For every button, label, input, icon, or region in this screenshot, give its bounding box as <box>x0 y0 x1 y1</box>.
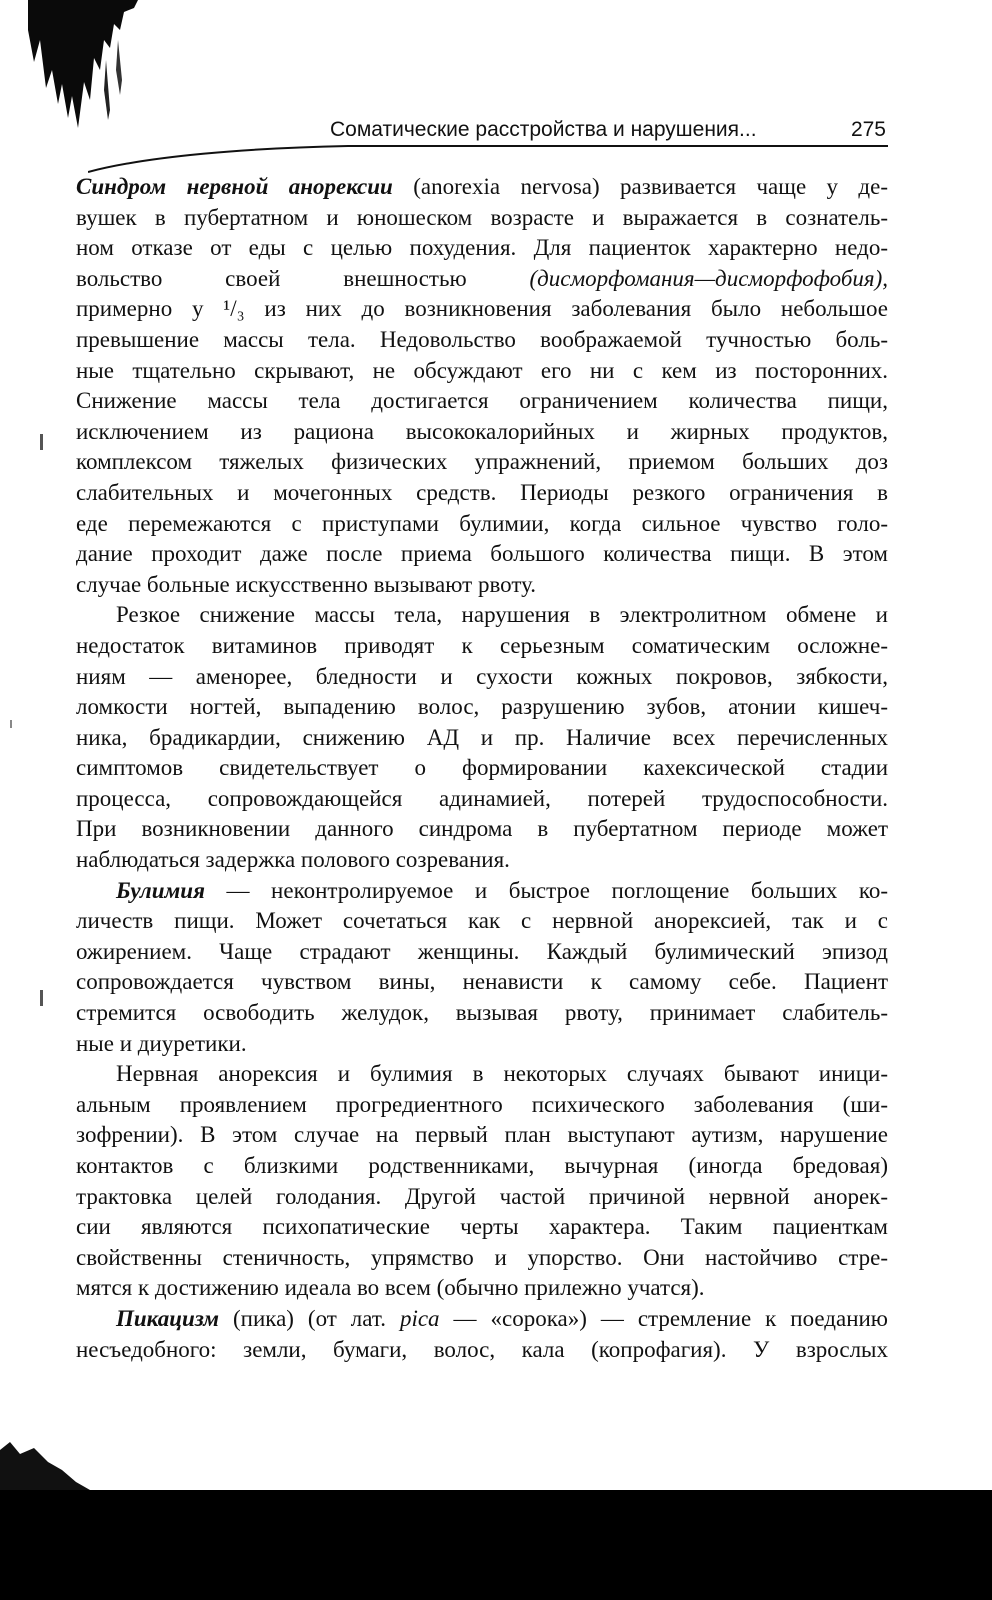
text-run: мятся к достижению идеала во всем (обычно прилежно учатся). <box>76 1275 705 1301</box>
text-line <box>76 539 888 570</box>
text-run: сопровождается чувством вины, ненависти к самому себе. Пациент <box>76 969 888 995</box>
text-line <box>76 723 888 754</box>
text-line <box>76 447 888 478</box>
paragraph <box>76 876 888 1060</box>
text-line <box>76 386 888 417</box>
text-line <box>76 1182 888 1213</box>
text-run: стремится освободить желудок, вызывая рвоту, принимает слабитель- <box>76 1000 888 1026</box>
text-line <box>76 1304 888 1335</box>
text-run: ожирением. Чаще страдают женщины. Каждый булимический эпизод <box>76 938 888 964</box>
text-run: трактовка целей голодания. Другой частой причиной нервной анорек- <box>76 1183 888 1209</box>
text-run: ниям — аменорее, бледности и сухости кожных покровов, зябкости, <box>76 663 888 689</box>
text-run: ломкости ногтей, выпадению волос, разрушению зубов, атонии кишеч- <box>76 694 888 720</box>
italic-text: (дисморфомания—дисморфофобия), <box>529 265 888 291</box>
text-run: недостаток витаминов приводят к серьезным соматическим осложне- <box>76 632 888 658</box>
scan-blot-top <box>28 0 138 130</box>
text-run: зофрении). В этом случае на первый план выступают аутизм, нарушение <box>76 1122 888 1148</box>
text-line <box>76 1335 888 1366</box>
text-line <box>76 662 888 693</box>
text-run: исключением из рациона высококалорийных и жирных продуктов, <box>76 418 888 444</box>
text-line <box>76 814 888 845</box>
text-line <box>76 294 888 325</box>
text-run: (anorexia nervosa) развивается чаще у де- <box>392 174 888 199</box>
text-run: Резкое снижение массы тела, нарушения в электролитном обмене и <box>116 602 888 628</box>
text-line <box>76 600 888 631</box>
text-run: случае больные искусственно вызывают рвоту. <box>76 571 537 597</box>
paragraph <box>76 600 888 875</box>
body-text <box>76 172 888 1365</box>
text-run: Снижение массы тела достигается ограничением количества пищи, <box>76 388 888 414</box>
term-heading: Булимия <box>116 877 205 903</box>
text-run: слабительных и мочегонных средств. Периоды резкого ограничения в <box>76 479 888 505</box>
text-run: контактов с близкими родственниками, вычурная (иногда бредовая) <box>76 1153 888 1178</box>
text-line <box>76 1212 888 1243</box>
text-run: симптомов свидетельствует о формировании кахексической стадии <box>76 755 888 781</box>
text-run: несъедобного: земли, бумаги, волос, кала (копрофагия). У взрослых <box>76 1336 888 1362</box>
text-run: При возникновении данного синдрома в пубертатном периоде может <box>76 816 888 842</box>
text-line <box>76 1120 888 1151</box>
scan-dark-band <box>0 1490 992 1600</box>
paragraph <box>76 1059 888 1304</box>
term-heading: Синдром нервной анорексии <box>76 174 393 199</box>
text-line <box>76 753 888 784</box>
paragraph <box>76 172 888 600</box>
text-run: ном отказе от еды с целью похудения. Для пациенток характерно недо- <box>76 235 888 261</box>
text-run: сии являются психопатические черты характера. Таким пациенткам <box>76 1214 888 1240</box>
text-run: альным проявлением прогредиентного психического заболевания (ши- <box>76 1091 888 1117</box>
text-line <box>76 1090 888 1121</box>
text-run: процесса, сопровождающейся адинамией, потерей трудоспособности. <box>76 785 888 811</box>
text-line <box>76 203 888 234</box>
term-heading: Пикацизм <box>116 1305 220 1331</box>
text-line <box>76 1029 888 1060</box>
text-run: примерно у ¹/₃ из них до возникновения заболевания было небольшое <box>76 296 888 322</box>
text-line <box>76 1243 888 1274</box>
text-line <box>76 233 888 264</box>
text-run: ника, брадикардии, снижению АД и пр. Наличие всех перечисленных <box>76 724 888 750</box>
text-run: личеств пищи. Может сочетаться как с нервной анорексией, так и с <box>76 908 888 934</box>
text-run: Нервная анорексия и булимия в некоторых случаях бывают иници- <box>116 1061 888 1087</box>
running-title: Соматические расстройства и нарушения... <box>330 118 757 141</box>
header-rule <box>88 144 888 174</box>
text-line <box>76 845 888 876</box>
text-line <box>76 784 888 815</box>
running-head <box>330 118 886 142</box>
text-run: — неконтролируемое и быстрое поглощение больших ко- <box>204 877 888 903</box>
text-run: комплексом тяжелых физических упражнений, приемом больших доз <box>76 449 888 475</box>
text-run: еде перемежаются с приступами булимии, когда сильное чувство голо- <box>76 510 888 536</box>
text-run: — «сорока») — стремление к поеданию <box>439 1305 888 1331</box>
text-line <box>76 967 888 998</box>
text-line <box>76 264 888 295</box>
text-run: дание проходит даже после приема большого количества пищи. В этом <box>76 541 888 567</box>
text-run: (пика) (от лат. <box>219 1305 400 1331</box>
italic-text: pica <box>399 1305 440 1331</box>
text-line <box>76 692 888 723</box>
text-line <box>76 1059 888 1090</box>
text-line <box>76 998 888 1029</box>
text-run: ные тщательно скрывают, не обсуждают его ни с кем из посторонних. <box>76 357 888 383</box>
text-line <box>76 631 888 662</box>
text-run: наблюдаться задержка полового созревания. <box>76 847 510 873</box>
text-run: ные и диуретики. <box>76 1030 247 1056</box>
text-line <box>76 1273 888 1304</box>
text-run: вольство своей внешностью <box>76 265 530 291</box>
text-line <box>76 509 888 540</box>
text-line <box>76 1151 888 1182</box>
text-run: вушек в пубертатном и юношеском возрасте и выражается в сознатель- <box>76 204 888 230</box>
text-run: свойственны стеничность, упрямство и упорство. Они настойчиво стре- <box>76 1244 888 1270</box>
text-line <box>76 172 888 203</box>
text-line <box>76 570 888 601</box>
text-line <box>76 937 888 968</box>
text-line <box>76 325 888 356</box>
page-number: 275 <box>850 118 886 141</box>
text-line <box>76 876 888 907</box>
text-line <box>76 478 888 509</box>
text-line <box>76 906 888 937</box>
text-run: превышение массы тела. Недовольство воображаемой тучностью боль- <box>76 326 888 352</box>
paragraph <box>76 1304 888 1365</box>
text-line <box>76 417 888 448</box>
text-line <box>76 356 888 387</box>
